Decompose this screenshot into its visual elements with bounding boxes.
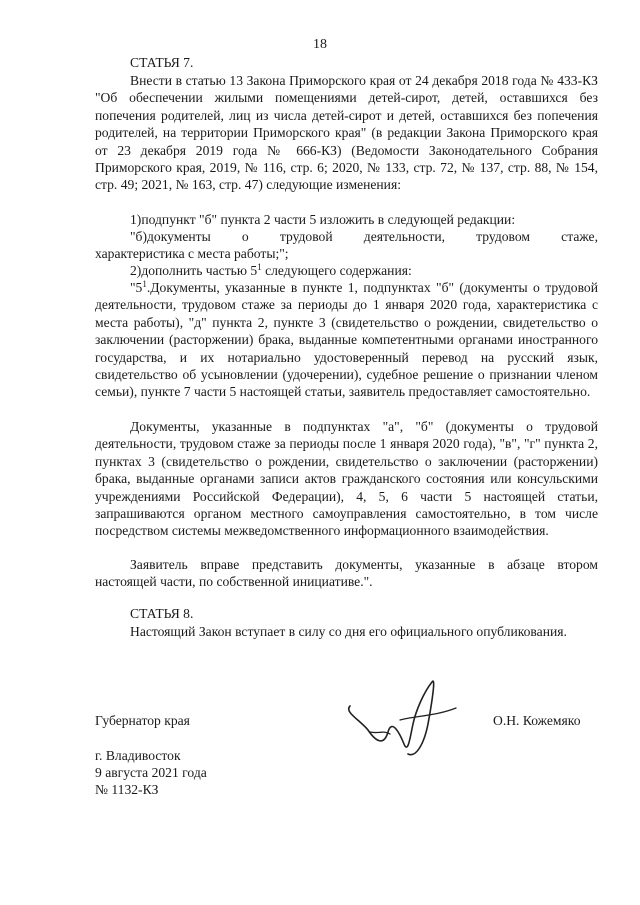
signing-date: 9 августа 2021 года: [95, 765, 207, 780]
article-7-intro: Внести в статью 13 Закона Приморского края от 24 декабря 2018 года № 433-КЗ "Об обеспечении жилыми помещениями детей-сирот, детей, оставшихся без попечения родителей, лиц из числа детей-сирот и детей, оставшихся без попечения родителей, на территории Приморского края" (в редакции Закона Приморского края от 23 декабря 2019 года № 666-КЗ) (Ведомости Законодательного Собрания Приморского края, 2019, № 116, стр. 6; 2020, № 133, стр. 72, № 137, стр. 88, № 154, стр. 49; 2021, № 163, стр. 47) следующие изменения:: [95, 73, 598, 193]
applicant-paragraph: Заявитель вправе представить документы, указанные в абзаце втором настоящей части, по собственной инициативе.".: [95, 557, 598, 590]
item-2-superscript: 1: [257, 262, 262, 272]
governor-title: Губернатор края: [95, 713, 190, 728]
part-5-1-paragraph: [95, 279, 598, 401]
article-7-item-1-quote-line-1: "б)документы о трудовой деятельности, трудовом стаже,: [130, 229, 598, 244]
law-number: № 1132-КЗ: [95, 782, 159, 797]
article-8-heading: СТАТЬЯ 8.: [130, 606, 194, 621]
item-2-text: 2)дополнить частью 5: [130, 263, 258, 278]
documents-paragraph: Документы, указанные в подпунктах "а", "б" (документы о трудовой деятельности, трудовом стаже за периоды после 1 января 2020 года), "в", "г" пункта 2, пунктах 3 (свидетельство о рождении, свидетельство о заключении (расторжении) брака, выданные органами записи актов гражданского состояния или консульскими учреждениями Российской Федерации), 4, 5, 6 части 5 настоящей статьи, запрашиваются органом местного самоуправления самостоятельно, в том числе посредством системы межведомственного информационного взаимодействия.: [95, 419, 598, 539]
article-7-item-2: [95, 262, 598, 279]
article-7-heading: СТАТЬЯ 7.: [130, 55, 194, 70]
article-8-text: Настоящий Закон вступает в силу со дня его официального опубликования.: [130, 624, 567, 639]
page-number: 18: [313, 37, 327, 52]
article-7-item-1: 1)подпункт "б" пункта 2 части 5 изложить в следующей редакции:: [130, 212, 516, 227]
part-5-1-text: .Документы, указанные в пункте 1, подпунктах "б" (документы о трудовой деятельности, трудовом стаже за периоды до 1 января 2020 года, характеристика с места работы), "д" пункта 2, пункте 3 (свидетельство о рождении, свидетельство о заключении (расторжении) брака, выданные компетентными органами иностранного государства, и их нотариально удостоверенный перевод на русский язык, свидетельство об усыновлении (удочерении), судебное решение о признании членом семьи), пункте 7 части 5 настоящей статьи, заявитель предоставляет самостоятельно.: [95, 280, 598, 400]
part-5-1-superscript: 1: [142, 279, 147, 289]
article-7-item-1-quote-line-2: характеристика с места работы;";: [95, 246, 289, 261]
signing-city: г. Владивосток: [95, 748, 181, 763]
governor-name: О.Н. Кожемяко: [493, 713, 581, 728]
handwritten-signature: [340, 672, 465, 760]
part-5-1-prefix: "5: [130, 280, 143, 295]
item-2-text-end: следующего содержания:: [261, 263, 412, 278]
